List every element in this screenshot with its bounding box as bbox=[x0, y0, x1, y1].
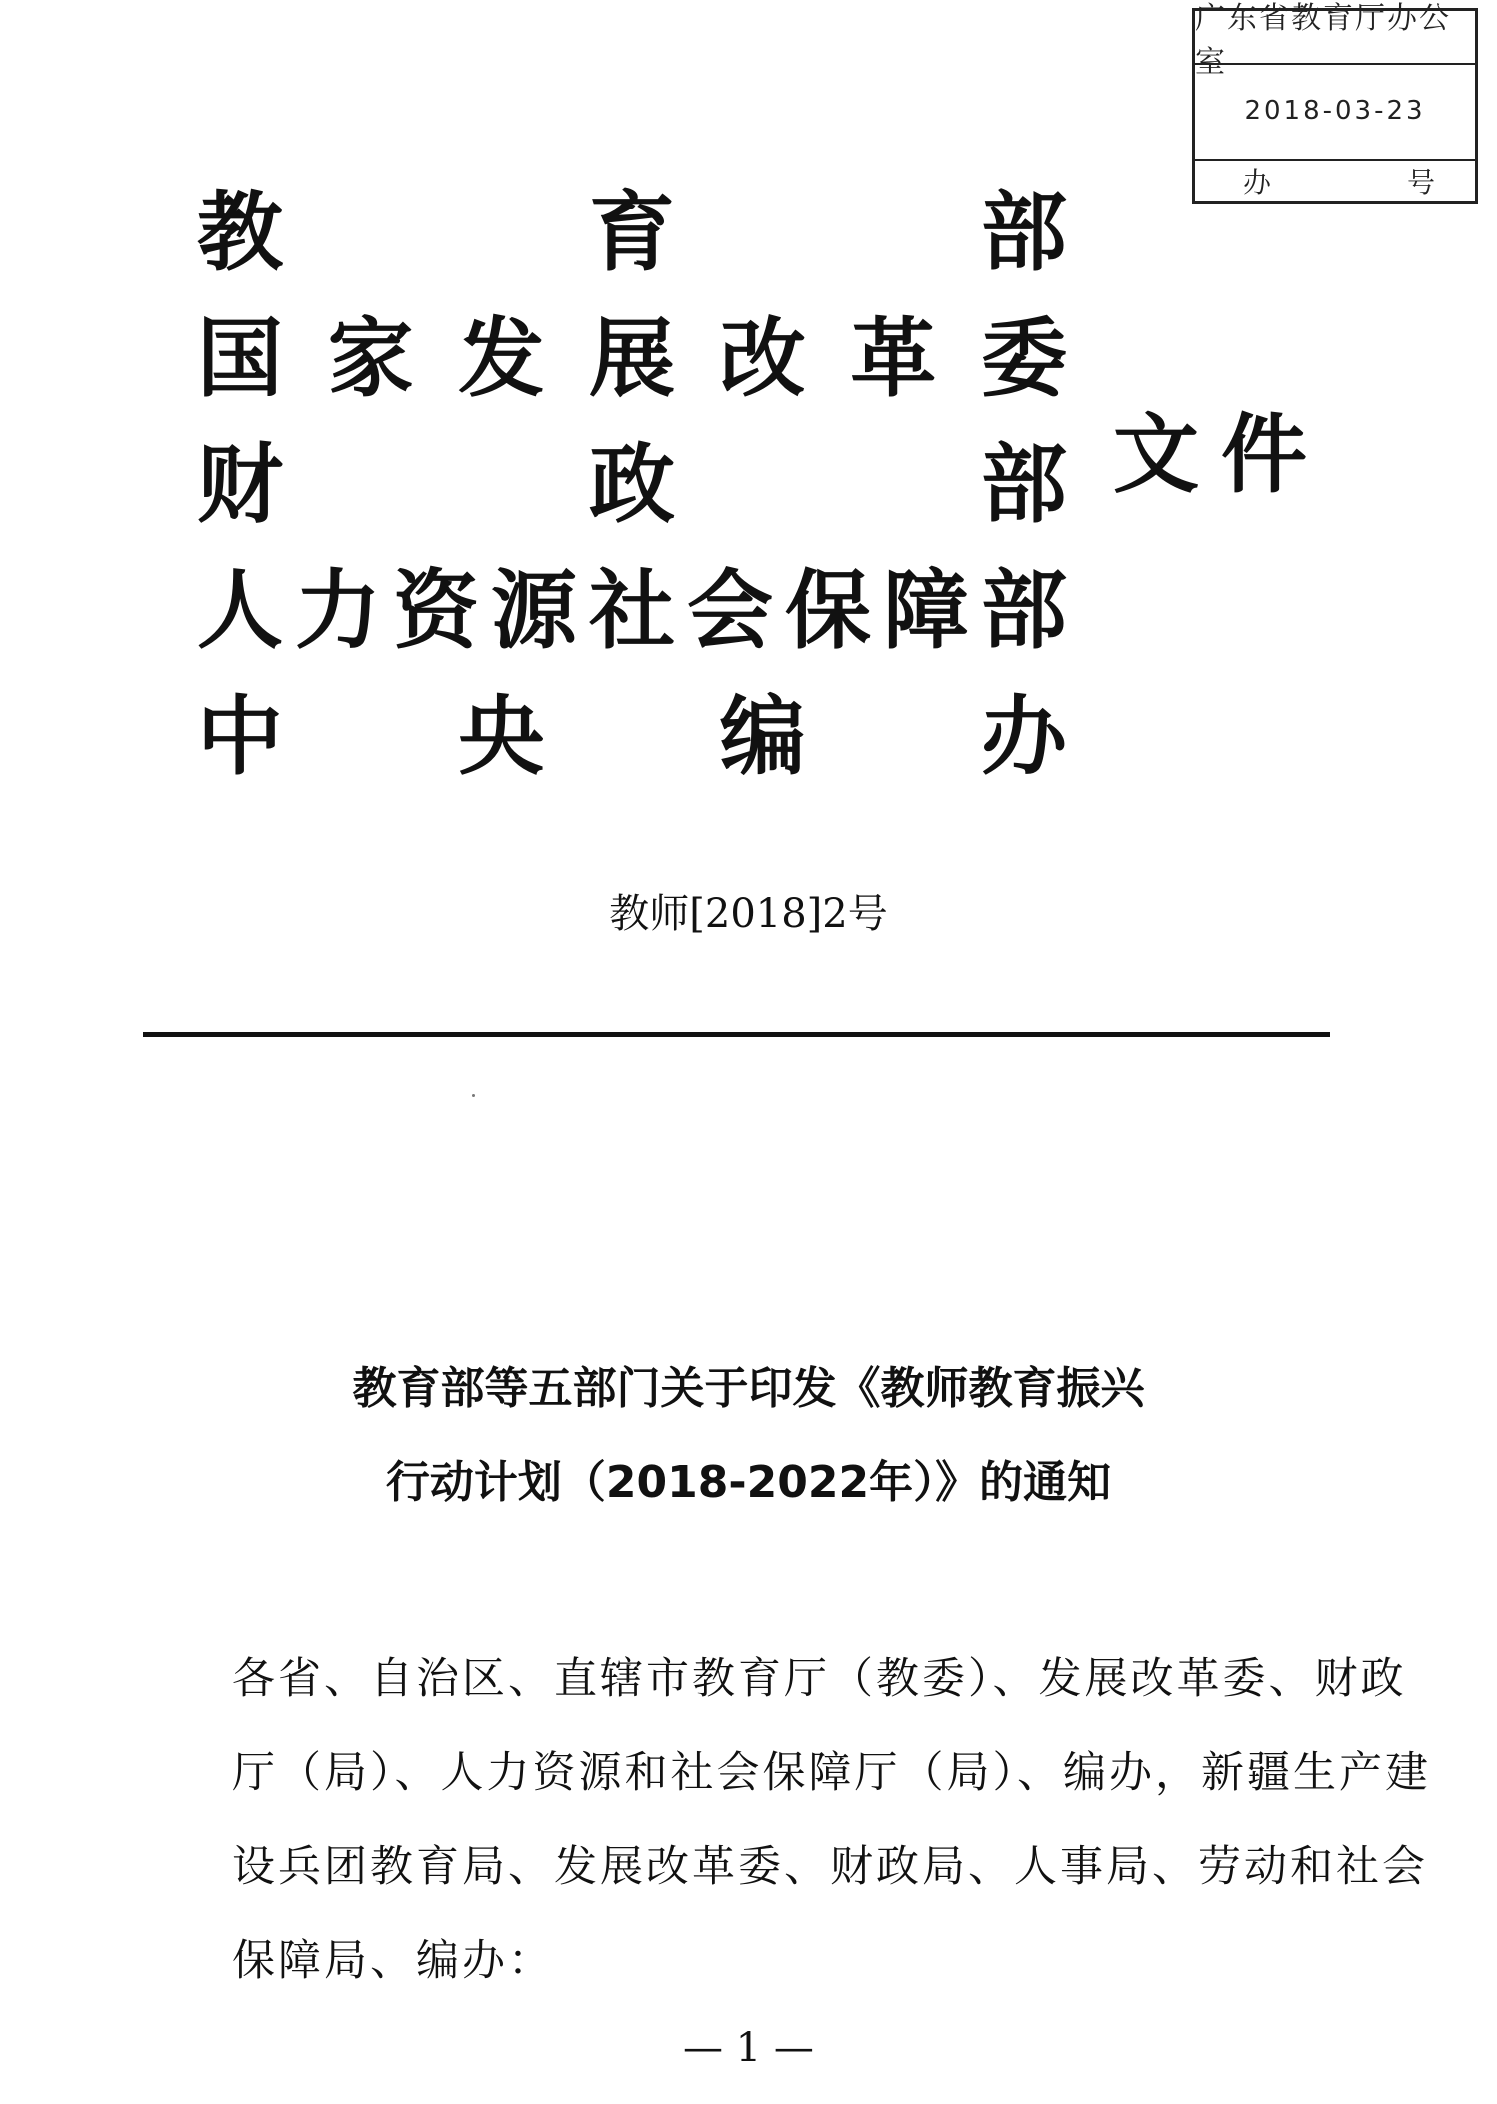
receipt-stamp bbox=[1192, 1, 1478, 204]
stamp-date: 2018-03-23 bbox=[1195, 63, 1475, 161]
stamp-label-left: 办 bbox=[1243, 166, 1272, 199]
org-row-ndrc bbox=[197, 296, 1067, 422]
notice-title-line-1: 教育部等五部门关于印发《教师教育振兴 bbox=[352, 1363, 1145, 1414]
issuing-authorities bbox=[197, 170, 1067, 800]
org-char: 央 bbox=[458, 687, 545, 787]
addressee-paragraph bbox=[232, 1632, 1431, 2008]
org-char: 部 bbox=[981, 435, 1067, 535]
org-char: 力 bbox=[295, 561, 381, 661]
org-char: 展 bbox=[588, 309, 675, 409]
org-char: 编 bbox=[719, 687, 806, 787]
header-divider bbox=[143, 1032, 1330, 1037]
org-char: 中 bbox=[197, 687, 283, 787]
org-char: 会 bbox=[687, 561, 773, 661]
org-char: 人 bbox=[197, 561, 283, 661]
body-line: 设兵团教育局、发展改革委、财政局、人事局、劳动和社会 bbox=[232, 1842, 1428, 1892]
scan-speck bbox=[472, 1094, 475, 1097]
stamp-label-right: 号 bbox=[1406, 166, 1435, 199]
org-row-mohrss bbox=[197, 548, 1067, 674]
org-char: 障 bbox=[883, 561, 969, 661]
org-char: 国 bbox=[197, 309, 283, 409]
org-char: 改 bbox=[719, 309, 806, 409]
org-char: 委 bbox=[980, 309, 1067, 409]
document-suffix: 文件 bbox=[1113, 405, 1329, 505]
org-row-moe bbox=[197, 170, 1067, 296]
body-line: 厅（局）、人力资源和社会保障厅（局）、编办，新疆生产建 bbox=[232, 1748, 1431, 1798]
org-char: 家 bbox=[327, 309, 414, 409]
org-row-mof bbox=[197, 422, 1067, 548]
org-char: 政 bbox=[589, 435, 675, 535]
org-char: 财 bbox=[197, 435, 283, 535]
org-char: 发 bbox=[458, 309, 545, 409]
org-char: 办 bbox=[980, 687, 1067, 787]
org-char: 社 bbox=[589, 561, 675, 661]
org-row-scopsr bbox=[197, 674, 1067, 800]
stamp-office: 广东省教育厅办公室 bbox=[1195, 11, 1475, 65]
body-line: 各省、自治区、直辖市教育厅（教委）、发展改革委、财政 bbox=[232, 1654, 1407, 1704]
org-char: 部 bbox=[981, 183, 1067, 283]
org-char: 资 bbox=[393, 561, 479, 661]
page-number: — 1 — bbox=[683, 2025, 814, 2071]
document-number: 教师[2018]2号 bbox=[609, 891, 888, 937]
org-char: 革 bbox=[850, 309, 937, 409]
body-line: 保障局、编办： bbox=[232, 1936, 554, 1986]
org-char: 教 bbox=[197, 183, 283, 283]
org-char: 保 bbox=[785, 561, 871, 661]
stamp-footer bbox=[1195, 159, 1475, 203]
org-char: 育 bbox=[589, 183, 675, 283]
org-char: 源 bbox=[491, 561, 577, 661]
notice-title-line-2: 行动计划（2018-2022年）》的通知 bbox=[385, 1457, 1112, 1508]
org-char: 部 bbox=[981, 561, 1067, 661]
